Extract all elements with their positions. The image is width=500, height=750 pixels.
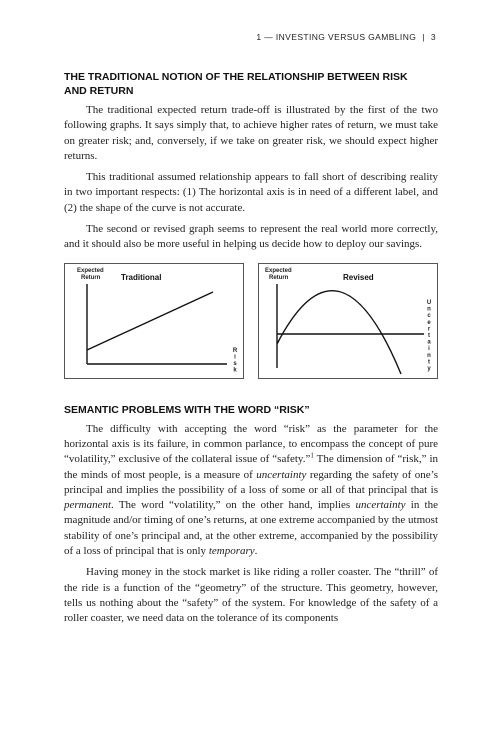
traditional-title: Traditional xyxy=(121,272,162,282)
revised-return-curve xyxy=(277,290,401,373)
s2p1-em-uncertainty-1: uncertainty xyxy=(256,468,307,481)
section1-heading-line2: AND RETURN xyxy=(64,85,134,97)
traditional-xlabel-letter: s xyxy=(233,360,237,367)
s2p1-em-uncertainty-2: uncertainty xyxy=(355,499,406,512)
revised-xlabel-letter: t xyxy=(428,359,430,366)
revised-graph-svg xyxy=(259,264,439,380)
revised-xlabel-letter: y xyxy=(427,365,431,372)
s2p1-text-a: The difficulty with accepting the word “risk” as the parameter for the horizontal axis is its failure, in common parlance, to encompass the concept of pure “volatility,” exclusive of the collateral issue of “safety.” xyxy=(64,422,438,466)
section1-heading-line1: THE TRADITIONAL NOTION OF THE RELATIONSHIP BETWEEN RISK xyxy=(64,71,408,83)
s2p1-em-temporary: temporary xyxy=(208,545,255,558)
s2p1-text-b: The dimension of “risk,” in the minds of most people, is a measure of xyxy=(64,453,439,481)
revised-xlabel-letter: e xyxy=(427,319,431,326)
revised-ylabel-line1: Expected xyxy=(265,267,292,274)
revised-title: Revised xyxy=(343,272,374,282)
header-separator: | xyxy=(422,32,425,42)
section1-paragraph-2: This traditional assumed relationship appears to fall short of describing reality in two important respects: (1) The horizontal axis is in need of a different label, and (2) the shape of the curve is not accurate. xyxy=(64,171,438,214)
revised-xlabel-letter: n xyxy=(427,352,431,359)
s2p1-text-f: . xyxy=(254,545,258,558)
s2p1-text-e: in the magnitude and/or timing of one’s returns, at one extreme accompanied by the utmost stability of one’s principal and, at the other extreme, accompanied by the possibility of a loss of principal that is only xyxy=(64,499,438,558)
section1-heading xyxy=(64,70,438,98)
traditional-return-line xyxy=(87,292,213,350)
revised-xlabel-letter: t xyxy=(428,332,430,339)
figures-row xyxy=(64,263,438,379)
s2p1-text-c: regarding the safety of one’s principal and implies the possibility of a loss of some or all of that principal that is xyxy=(64,468,439,496)
revised-xlabel xyxy=(427,300,432,372)
traditional-xlabel-letter: k xyxy=(233,367,237,374)
traditional-ylabel-line1: Expected xyxy=(77,267,104,274)
page-content xyxy=(64,70,438,633)
section1-paragraph-1: The traditional expected return trade-off is illustrated by the first of the two following graphs. It says simply that, to achieve higher rates of return, we must take on greater risk; and, conversely, if we take on greater risk, we should expect higher returns. xyxy=(64,104,438,162)
traditional-xlabel xyxy=(233,348,238,374)
revised-xlabel-letter: i xyxy=(428,345,430,352)
revised-xlabel-letter: a xyxy=(427,339,431,346)
traditional-ylabel-line2: Return xyxy=(81,274,101,281)
traditional-xlabel-letter: R xyxy=(232,347,238,354)
revised-ylabel-line2: Return xyxy=(269,274,289,281)
section1-paragraph-3: The second or revised graph seems to represent the real world more correctly, and it should also be more useful in helping us decide how to deploy our savings. xyxy=(64,223,438,251)
s2p1-text-d: . The word “volatility,” on the other hand, implies xyxy=(111,499,356,512)
revised-xlabel-letter: U xyxy=(426,299,432,306)
section2-heading: SEMANTIC PROBLEMS WITH THE WORD “RISK” xyxy=(64,403,310,416)
section2-paragraph-2: Having money in the stock market is like riding a roller coaster. The “thrill” of the ride is a function of the “geometry” of the structure. This geometry, however, tells us nothing about the “safety” of the system. For knowledge of the safety of a roller coaster, we need data on the tolerance of its components xyxy=(64,566,438,625)
running-header xyxy=(256,32,436,42)
revised-xlabel-letter: r xyxy=(427,326,431,333)
traditional-xlabel-letter: i xyxy=(234,354,236,361)
traditional-graph-svg xyxy=(65,264,245,380)
revised-graph xyxy=(258,263,438,379)
revised-xlabel-letter: n xyxy=(427,306,431,313)
footnote-marker: 1 xyxy=(310,451,314,460)
revised-xlabel-letter: c xyxy=(427,312,431,319)
section2-paragraph-1 xyxy=(64,422,438,560)
traditional-graph xyxy=(64,263,244,379)
s2p1-em-permanent: permanent xyxy=(64,499,112,512)
page-number: 3 xyxy=(430,32,436,42)
running-title: 1 — INVESTING VERSUS GAMBLING xyxy=(256,32,417,42)
